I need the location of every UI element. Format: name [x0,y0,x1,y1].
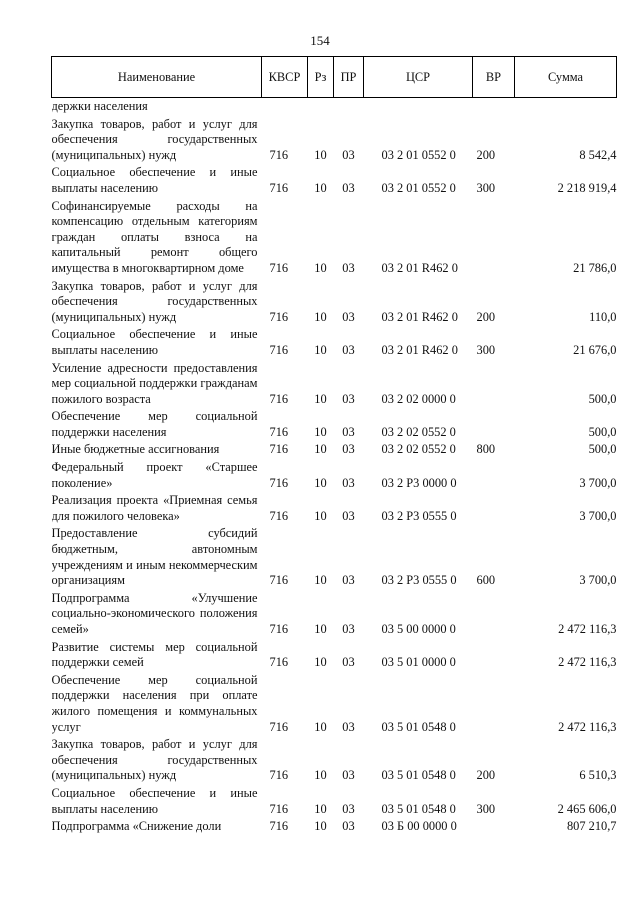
table-row [52,115,617,164]
cell-kvsr: 716 [269,475,289,490]
cell-name: Подпрограмма «Снижение доли [51,819,222,834]
table-row [52,817,617,835]
cell-pr [334,98,364,115]
cell-vr [473,491,515,524]
header-rz: Рз [308,57,334,98]
cell-csr: 03 2 02 0552 0 [381,442,456,457]
table-row [52,359,617,408]
cell-sum: 807 210,7 [566,819,617,834]
table-body [52,98,617,835]
cell-sum: 21 786,0 [573,260,617,275]
cell-vr: 200 [476,768,496,783]
cell-csr: 03 5 01 0548 0 [381,768,456,783]
cell-vr [473,817,515,835]
cell-csr: 03 2 01 0552 0 [381,180,456,195]
cell-kvsr [262,98,308,115]
cell-sum: 2 472 116,3 [558,719,617,734]
cell-name: держки населения [51,99,148,113]
cell-sum: 2 472 116,3 [558,622,617,636]
cell-rz: 10 [314,147,327,162]
cell-kvsr: 716 [269,391,289,406]
cell-pr: 03 [342,573,355,588]
cell-pr: 03 [342,719,355,734]
cell-name: Софинансируемые расходы на компенсацию отдельным категориям граждан оплаты взноса на капитальный ремонт общего имущества в многоквартирном доме [51,198,258,275]
cell-kvsr: 716 [269,260,289,275]
cell-kvsr: 716 [269,801,289,816]
cell-pr: 03 [342,147,355,162]
cell-rz: 10 [314,622,327,636]
cell-rz: 10 [314,573,327,588]
table-row [52,440,617,458]
cell-csr: 03 2 01 R462 0 [381,342,458,357]
cell-sum: 3 700,0 [579,475,617,490]
cell-kvsr: 716 [269,819,289,834]
cell-pr: 03 [342,475,355,490]
cell-name: Подпрограмма «Улучшение социально-экономического положения семей» [51,590,258,636]
table-row [52,407,617,440]
cell-rz: 10 [314,655,327,670]
table-row [52,458,617,491]
cell-sum: 2 465 606,0 [557,801,617,816]
cell-csr [364,98,473,115]
table-row [52,589,617,638]
cell-sum: 21 676,0 [573,342,617,357]
table-row [52,784,617,817]
cell-vr [473,589,515,638]
header-kvsr: КВСР [262,57,308,98]
cell-name: Социальное обеспечение и иные выплаты населению [51,165,258,195]
cell-rz [308,98,334,115]
table-row [52,325,617,358]
header-name: Наименование [52,57,262,98]
cell-kvsr: 716 [269,573,289,588]
cell-vr: 600 [476,573,496,588]
cell-sum: 500,0 [588,424,617,439]
cell-vr [473,407,515,440]
cell-pr: 03 [342,508,355,523]
cell-pr: 03 [342,819,355,834]
cell-pr: 03 [342,768,355,783]
cell-pr: 03 [342,260,355,275]
cell-rz: 10 [314,424,327,439]
cell-kvsr: 716 [269,424,289,439]
cell-sum: 500,0 [588,391,617,406]
cell-kvsr: 716 [269,180,289,195]
cell-rz: 10 [314,309,327,324]
cell-name: Иные бюджетные ассигнования [51,442,220,457]
cell-csr: 03 5 01 0000 0 [381,655,456,670]
cell-vr [473,98,515,115]
page-number: 154 [310,33,330,48]
cell-rz: 10 [314,260,327,275]
cell-csr: 03 2 01 0552 0 [381,147,456,162]
cell-pr: 03 [342,801,355,816]
cell-csr: 03 5 01 0548 0 [381,801,456,816]
cell-kvsr: 716 [269,342,289,357]
cell-vr: 200 [476,147,496,162]
cell-sum: 8 542,4 [579,147,617,162]
cell-name: Предоставление субсидий бюджетным, автономным учреждениям и иным некоммерческим организациям [51,526,258,588]
cell-csr: 03 2 01 R462 0 [381,260,458,275]
cell-rz: 10 [314,719,327,734]
cell-kvsr: 716 [269,508,289,523]
cell-name: Обеспечение мер социальной поддержки населения [51,409,258,439]
cell-pr: 03 [342,442,355,457]
cell-vr [473,359,515,408]
cell-csr: 03 Б 00 0000 0 [381,819,457,834]
table-row [52,197,617,277]
table-row [52,98,617,115]
cell-sum: 110,0 [589,309,617,324]
table-row [52,277,617,326]
cell-name: Закупка товаров, работ и услуг для обеспечения государственных (муниципальных) нужд [51,737,258,783]
cell-vr [473,671,515,735]
cell-vr: 300 [476,801,496,816]
cell-name: Усиление адресности предоставления мер социальной поддержки гражданам пожилого возраста [51,360,258,406]
cell-vr: 300 [476,342,496,357]
cell-rz: 10 [314,475,327,490]
cell-pr: 03 [342,180,355,195]
cell-name: Федеральный проект «Старшее поколение» [51,460,258,490]
cell-rz: 10 [314,180,327,195]
cell-csr: 03 2 P3 0555 0 [381,573,457,588]
table-row [52,671,617,735]
cell-vr [473,197,515,277]
table-row [52,638,617,671]
cell-vr: 800 [476,442,496,457]
cell-kvsr: 716 [269,442,289,457]
table-row [52,491,617,524]
cell-pr: 03 [342,309,355,324]
cell-csr: 03 5 00 0000 0 [381,622,456,636]
cell-vr [473,458,515,491]
cell-kvsr: 716 [269,655,289,670]
cell-rz: 10 [314,508,327,523]
cell-kvsr: 716 [269,719,289,734]
cell-sum: 3 700,0 [579,573,617,588]
cell-sum: 500,0 [588,442,617,457]
cell-csr: 03 2 01 R462 0 [381,309,458,324]
cell-name: Социальное обеспечение и иные выплаты населению [51,785,258,816]
cell-rz: 10 [314,442,327,457]
cell-pr: 03 [342,655,355,670]
cell-pr: 03 [342,391,355,406]
table-row [52,735,617,784]
cell-name: Реализация проекта «Приемная семья для пожилого человека» [51,493,258,523]
cell-pr: 03 [342,622,355,636]
cell-csr: 03 2 P3 0000 0 [381,475,457,490]
cell-pr: 03 [342,342,355,357]
cell-rz: 10 [314,342,327,357]
cell-pr: 03 [342,424,355,439]
cell-sum: 2 472 116,3 [558,655,617,670]
cell-rz: 10 [314,801,327,816]
header-sum: Сумма [515,57,617,98]
cell-name: Закупка товаров, работ и услуг для обеспечения государственных (муниципальных) нужд [51,116,258,162]
cell-vr: 200 [476,309,496,324]
cell-sum: 6 510,3 [579,768,617,783]
table-row [52,163,617,196]
header-csr: ЦСР [364,57,473,98]
cell-kvsr: 716 [269,768,289,783]
cell-name: Закупка товаров, работ и услуг для обеспечения государственных (муниципальных) нужд [51,278,258,324]
budget-table [51,56,617,835]
cell-name: Обеспечение мер социальной поддержки населения при оплате жилого помещения и коммунальных услуг [51,672,258,734]
cell-sum [515,98,617,115]
header-vr: ВР [473,57,515,98]
cell-rz: 10 [314,819,327,834]
cell-name: Развитие системы мер социальной поддержки семей [51,639,258,670]
header-pr: ПР [334,57,364,98]
cell-name: Социальное обеспечение и иные выплаты населению [51,327,258,357]
cell-rz: 10 [314,768,327,783]
cell-sum: 2 218 919,4 [557,180,617,195]
cell-csr: 03 2 02 0000 0 [381,391,456,406]
cell-csr: 03 2 P3 0555 0 [381,508,457,523]
cell-kvsr: 716 [269,622,289,636]
cell-kvsr: 716 [269,147,289,162]
cell-kvsr: 716 [269,309,289,324]
table-row [52,524,617,588]
cell-sum: 3 700,0 [579,508,617,523]
cell-csr: 03 2 02 0552 0 [381,424,456,439]
cell-vr: 300 [476,180,496,195]
cell-rz: 10 [314,391,327,406]
cell-csr: 03 5 01 0548 0 [381,719,456,734]
table-header [52,57,617,98]
cell-vr [473,638,515,671]
